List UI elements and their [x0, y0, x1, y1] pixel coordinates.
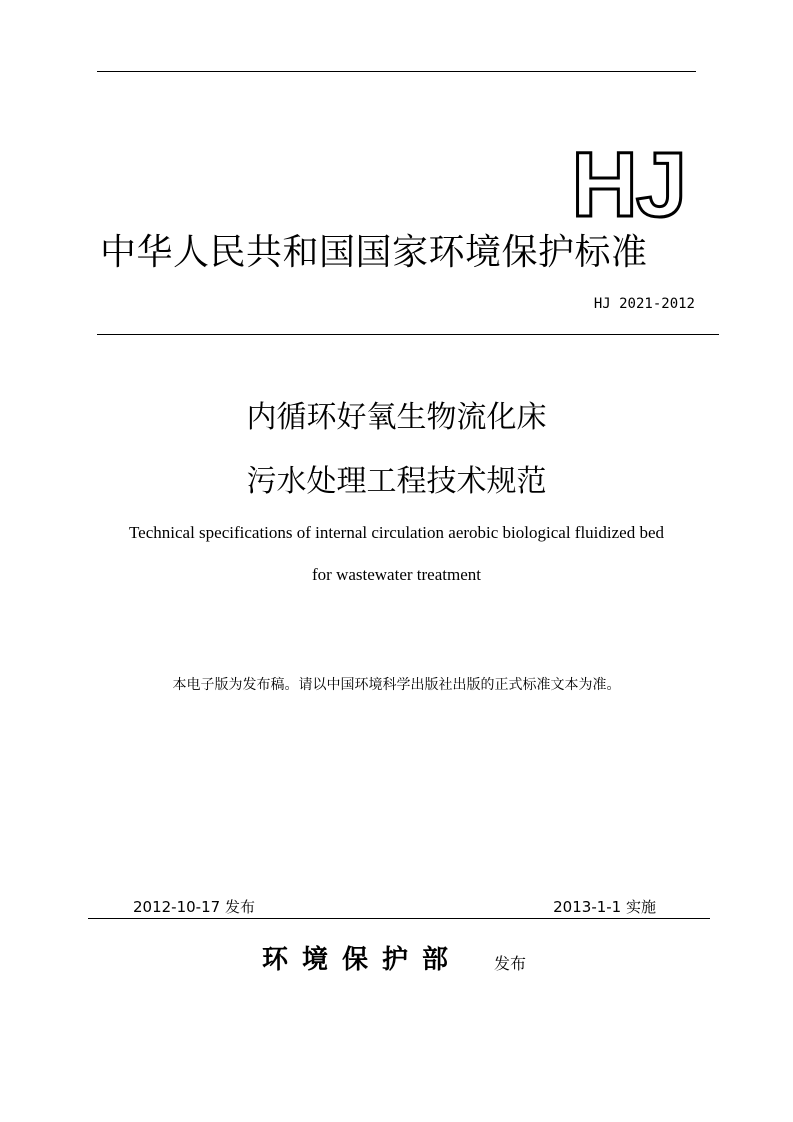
top-rule [97, 71, 696, 72]
main-title: 中华人民共和国国家环境保护标准 [100, 232, 648, 273]
chinese-title-line-1: 内循环好氧生物流化床 [246, 400, 547, 435]
standard-number: HJ 2021-2012 [593, 296, 695, 312]
edition-notice: 本电子版为发布稿。请以中国环境科学出版社出版的正式标准文本为准。 [172, 677, 621, 693]
hj-logo: HJ [571, 134, 685, 236]
footer-rule [88, 918, 710, 919]
english-title-line-1: Technical specifications of internal circulation aerobic biological fluidized bed [128, 523, 665, 542]
english-title-line-2: for wastewater treatment [312, 565, 481, 584]
issue-date: 2012-10-17 发布 [133, 898, 255, 916]
publisher-name: 环境保护部 [262, 945, 463, 975]
implementation-date: 2013-1-1 实施 [553, 898, 656, 916]
header-rule [97, 334, 719, 335]
publisher-label: 发布 [494, 954, 527, 973]
chinese-title-line-2: 污水处理工程技术规范 [246, 464, 547, 499]
